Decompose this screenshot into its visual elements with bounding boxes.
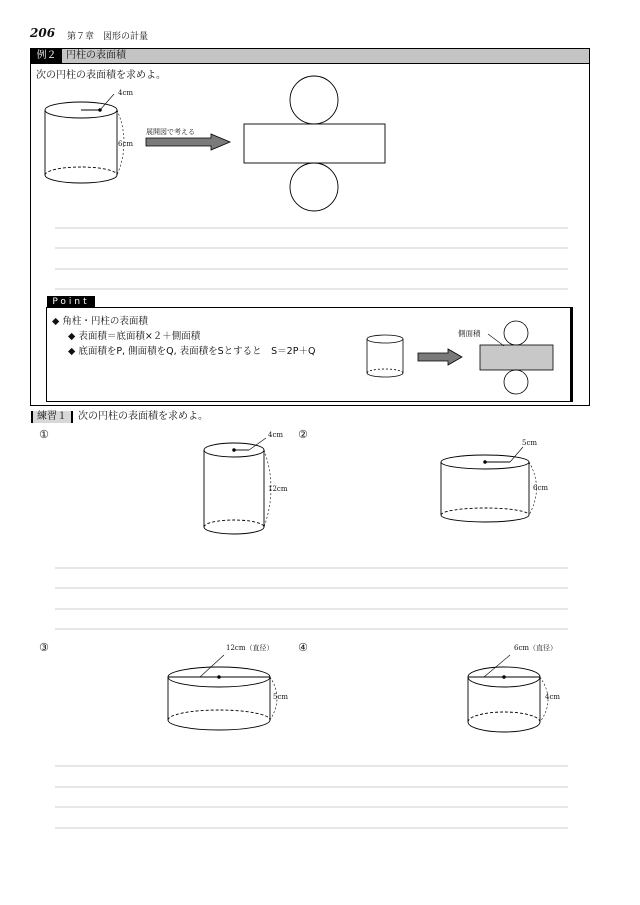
example-question: 次の円柱の表面積を求めよ。 (36, 70, 166, 81)
practice-label: 練習１ (31, 411, 73, 423)
example-net (244, 76, 385, 211)
problem-2-cylinder (441, 447, 537, 522)
page-number: 206 (30, 26, 56, 40)
problem-1-label-top: 4cm (268, 431, 284, 439)
practice-answer-lines-1 (55, 568, 568, 629)
problem-2-label-top: 5cm (522, 439, 538, 447)
example-cylinder (45, 94, 124, 183)
example-title: 円柱の表面積 (66, 50, 126, 61)
problem-3-number: ③ (39, 641, 49, 654)
problem-3-cylinder (168, 655, 277, 730)
problem-4-label-top: 6cm（直径） (514, 644, 558, 652)
chapter-title: 第７章 図形の計量 (67, 32, 149, 42)
point-side-label: 側面積 (458, 329, 481, 338)
example-arrow-caption: 展開図で考える (146, 128, 195, 136)
problem-2-number: ② (298, 428, 308, 441)
example-arrow (146, 134, 230, 150)
problem-3-label-side: 5cm (273, 693, 289, 701)
point-tag: Point (47, 296, 95, 308)
problem-1-label-side: 12cm (268, 485, 288, 493)
problem-3-label-top: 12cm（直径） (226, 644, 274, 652)
problem-2-label-side: 6cm (533, 484, 549, 492)
problem-4-cylinder (468, 655, 548, 732)
point-heading: ◆ 角柱・円柱の表面積 (52, 316, 148, 327)
problem-1-number: ① (39, 428, 49, 441)
point-line-1: ◆ 表面積＝底面積×２＋側面積 (68, 331, 201, 342)
problem-4-number: ④ (298, 641, 308, 654)
problem-1-cylinder (204, 438, 271, 534)
point-line-2: ◆ 底面積をP, 側面積をQ, 表面積をSとすると S＝2P＋Q (68, 346, 316, 357)
problem-4-label-side: 4cm (545, 693, 561, 701)
example-answer-lines (55, 228, 568, 289)
practice-answer-lines-2 (55, 766, 568, 828)
example-label: 例２ (31, 49, 62, 63)
example-radius-label: 4cm (118, 89, 134, 97)
example-height-label: 6cm (118, 140, 134, 148)
practice-question: 次の円柱の表面積を求めよ。 (78, 411, 208, 422)
